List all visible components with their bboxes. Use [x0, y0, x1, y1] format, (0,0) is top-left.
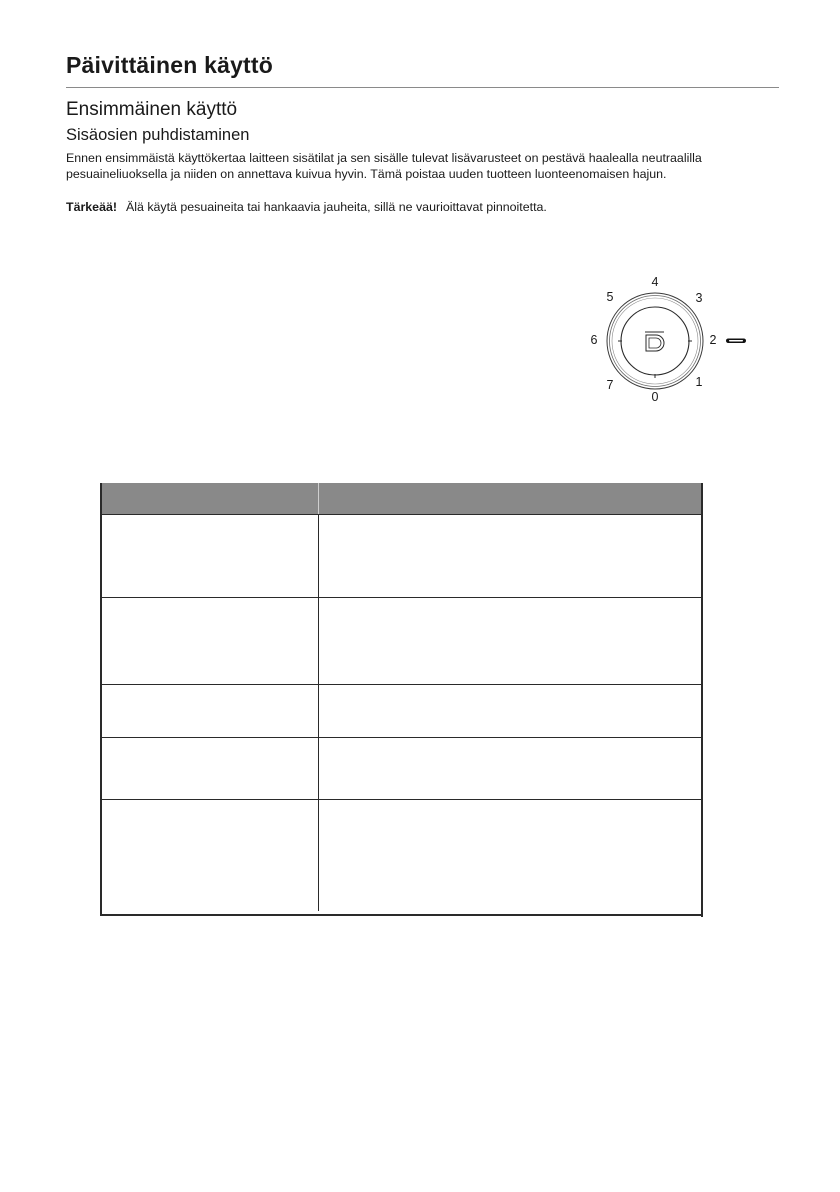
dial-symbol-inner: [649, 338, 661, 348]
table-bottom-border: [100, 914, 703, 916]
settings-table: [100, 483, 703, 915]
warning-text: Älä käytä pesuaineita tai hankaavia jauheita, sillä ne vaurioittavat pinnoitetta.: [125, 200, 547, 214]
body-line: pesuaineliuoksella ja niiden on annettava kuivua hyvin. Tämä poistaa uuden tuotteen luonteenomaisen hajun.: [66, 167, 667, 181]
dial-label-7: 7: [606, 378, 614, 392]
title-divider: [66, 87, 779, 88]
table-right-border: [701, 483, 703, 917]
table-row-rule: [100, 737, 703, 738]
dial-label-4: 4: [651, 275, 659, 289]
body-line: Ennen ensimmäistä käyttökertaa laitteen sisätilat ja sen sisälle tulevat lisävarusteet on pestävä haalealla neutraalilla: [66, 151, 702, 165]
dial-label-3: 3: [695, 291, 703, 305]
table-column-divider: [318, 514, 319, 911]
dial-ring: [612, 298, 698, 384]
table-header-divider: [318, 483, 319, 514]
dial-label-5: 5: [606, 290, 614, 304]
body-paragraph: [66, 150, 786, 182]
table-header: [100, 483, 703, 514]
table-row-rule: [100, 514, 703, 515]
warning-label: Tärkeää!: [66, 200, 117, 214]
dial-label-6: 6: [590, 333, 598, 347]
table-row-rule: [100, 597, 703, 598]
table-row-rule: [100, 684, 703, 685]
dial-label-2: 2: [709, 333, 717, 347]
dial-knob: [621, 307, 689, 375]
warning-note: [66, 200, 547, 214]
page-title: Päivittäinen käyttö: [66, 52, 274, 78]
dial-ring: [610, 296, 701, 387]
dial-label-1: 1: [695, 375, 703, 389]
section-heading: Ensimmäinen käyttö: [66, 99, 238, 120]
dial-label-0: 0: [651, 390, 659, 404]
table-left-border: [100, 483, 102, 915]
thermostat-dial: [580, 270, 760, 410]
dial-indicator-highlight: [729, 340, 743, 342]
subsection-heading: Sisäosien puhdistaminen: [66, 126, 250, 144]
table-row-rule: [100, 799, 703, 800]
